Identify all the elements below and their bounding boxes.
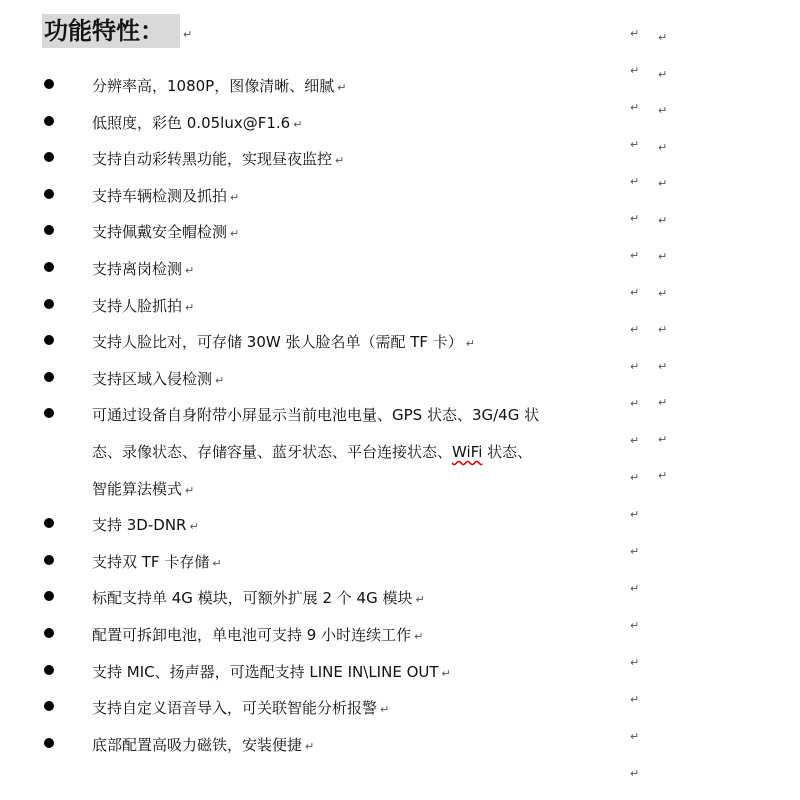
feature-item [0, 727, 640, 764]
paragraph-mark: ↵ [230, 227, 240, 241]
feature-line [92, 397, 612, 434]
bullet-icon [44, 225, 54, 235]
paragraph-mark: ↵ [305, 739, 315, 753]
paragraph-mark: ↵ [337, 81, 347, 94]
paragraph-mark: ↵ [630, 545, 640, 558]
feature-line [92, 727, 612, 764]
feature-text: 支持人脸抓拍 [92, 296, 183, 315]
paragraph-mark: ↵ [630, 434, 640, 447]
paragraph-mark: ↵ [335, 154, 345, 168]
bullet-icon [44, 518, 54, 528]
paragraph-mark: ↵ [658, 432, 668, 446]
paragraph-mark: ↵ [658, 140, 668, 154]
bullet-icon [44, 335, 54, 345]
paragraph-mark: ↵ [658, 359, 668, 373]
feature-text: 低照度，彩色 0.05lux@F1.6 [92, 113, 291, 132]
paragraph-mark: ↵ [658, 469, 668, 482]
feature-text: 智能算法模式 [92, 479, 183, 498]
paragraph-mark: ↵ [183, 28, 193, 41]
feature-line [92, 105, 612, 142]
feature-item [0, 580, 640, 617]
paragraph-mark: ↵ [630, 323, 640, 336]
paragraph-mark: ↵ [185, 300, 195, 314]
paragraph-mark: ↵ [465, 337, 476, 351]
bullet-icon [44, 372, 54, 382]
paragraph-mark: ↵ [658, 31, 668, 44]
feature-text: 支持佩戴安全帽检测 [92, 223, 228, 242]
paragraph-mark: ↵ [630, 101, 640, 114]
paragraph-mark: ↵ [630, 656, 640, 669]
bullet-icon [44, 116, 54, 126]
feature-item [0, 175, 640, 215]
feature-text: 底部配置高吸力磁铁，安装便捷 [92, 735, 303, 754]
paragraph-mark: ↵ [658, 323, 668, 336]
paragraph-mark: ↵ [441, 666, 451, 680]
feature-line [92, 251, 612, 288]
bullet-icon [44, 665, 54, 675]
feature-text: 状态、 [482, 442, 533, 461]
feature-line [92, 178, 612, 215]
paragraph-mark: ↵ [658, 177, 668, 190]
paragraph-mark: ↵ [658, 104, 668, 117]
feature-item [0, 251, 640, 288]
feature-text: 支持 3D-DNR [92, 516, 187, 535]
paragraph-mark: ↵ [630, 175, 640, 188]
paragraph-mark: ↵ [658, 250, 668, 263]
paragraph-mark: ↵ [630, 397, 640, 410]
section-heading: 功能特性： [42, 14, 180, 48]
feature-item [0, 324, 640, 361]
feature-line [92, 690, 612, 727]
feature-text: 态、录像状态、存储容量、蓝牙状态、平台连接状态、 [92, 442, 453, 461]
paragraph-mark: ↵ [215, 373, 225, 387]
feature-line [92, 141, 612, 178]
bullet-icon [44, 262, 54, 272]
paragraph-mark: ↵ [658, 67, 668, 81]
paragraph-mark: ↵ [189, 520, 199, 534]
bullet-icon [44, 408, 54, 418]
feature-item [0, 654, 640, 691]
paragraph-mark: ↵ [185, 483, 195, 497]
bullet-icon [44, 299, 54, 309]
feature-line [92, 434, 612, 471]
bullet-icon [44, 555, 54, 565]
paragraph-mark: ↵ [185, 263, 195, 277]
paragraph-mark: ↵ [293, 117, 303, 131]
spellcheck-word: WiFi [452, 442, 483, 461]
feature-line [92, 471, 612, 508]
paragraph-mark: ↵ [658, 286, 668, 300]
bullet-icon [44, 591, 54, 601]
feature-text: 支持自动彩转黑功能，实现昼夜监控 [92, 150, 333, 169]
feature-item [0, 68, 640, 105]
feature-text: 标配支持单 4G 模块，可额外扩展 2 个 4G 模块 [92, 589, 413, 608]
feature-item [0, 617, 640, 654]
feature-line [92, 544, 612, 581]
feature-text: 分辨率高，1080P，图像清晰、细腻 [92, 77, 335, 95]
paragraph-mark: ↵ [630, 767, 640, 780]
feature-item [0, 507, 640, 544]
paragraph-mark: ↵ [630, 286, 640, 299]
feature-item [0, 690, 640, 727]
paragraph-mark: ↵ [630, 138, 640, 151]
bullet-icon [44, 628, 54, 638]
feature-line [92, 288, 612, 325]
paragraph-mark: ↵ [380, 703, 390, 717]
feature-text: 支持区域入侵检测 [92, 369, 213, 388]
feature-item [0, 397, 640, 507]
feature-list [0, 68, 640, 763]
feature-item [0, 138, 640, 178]
paragraph-mark: ↵ [630, 360, 640, 373]
bullet-icon [44, 152, 54, 162]
feature-text: 支持双 TF 卡存储 [92, 552, 210, 571]
bullet-icon [44, 79, 54, 89]
feature-line [92, 507, 612, 544]
paragraph-mark: ↵ [658, 213, 668, 227]
feature-text: 支持 MIC、扬声器，可选配支持 LINE IN\LINE OUT [92, 662, 439, 681]
feature-line [92, 617, 612, 654]
paragraph-mark: ↵ [630, 64, 640, 77]
feature-text: 支持车辆检测及抓拍 [92, 186, 228, 205]
paragraph-mark: ↵ [630, 582, 640, 595]
feature-item [0, 288, 640, 325]
feature-item [0, 361, 640, 398]
feature-text: 支持自定义语音导入，可关联智能分析报警 [92, 699, 378, 718]
feature-text: 可通过设备自身附带小屏显示当前电池电量、GPS 状态、3G/4G 状 [92, 406, 540, 425]
feature-line [92, 324, 612, 361]
paragraph-mark: ↵ [414, 629, 424, 643]
feature-item [0, 544, 640, 581]
bullet-icon [44, 738, 54, 748]
bullet-icon [44, 701, 54, 711]
feature-text: 支持人脸比对，可存储 30W 张人脸名单（需配 TF 卡） [92, 333, 463, 352]
paragraph-mark: ↵ [212, 556, 222, 570]
paragraph-mark: ↵ [658, 396, 668, 409]
paragraph-mark: ↵ [630, 730, 640, 743]
feature-line [92, 654, 612, 691]
paragraph-mark: ↵ [630, 212, 640, 225]
feature-item [0, 105, 640, 142]
paragraph-mark: ↵ [630, 619, 640, 632]
feature-line [92, 361, 612, 398]
feature-text: 配置可拆卸电池，单电池可支持 9 小时连续工作 [92, 625, 412, 644]
paragraph-mark: ↵ [630, 471, 640, 484]
paragraph-mark: ↵ [630, 27, 640, 40]
feature-item [0, 214, 640, 251]
feature-line [92, 214, 612, 251]
paragraph-mark: ↵ [230, 190, 240, 204]
paragraph-mark: ↵ [630, 508, 640, 521]
paragraph-mark: ↵ [630, 693, 640, 706]
paragraph-mark: ↵ [415, 593, 425, 607]
feature-text: 支持离岗检测 [92, 259, 183, 278]
bullet-icon [44, 189, 54, 199]
feature-line [92, 68, 612, 105]
feature-line [92, 580, 612, 617]
paragraph-mark: ↵ [630, 249, 640, 262]
